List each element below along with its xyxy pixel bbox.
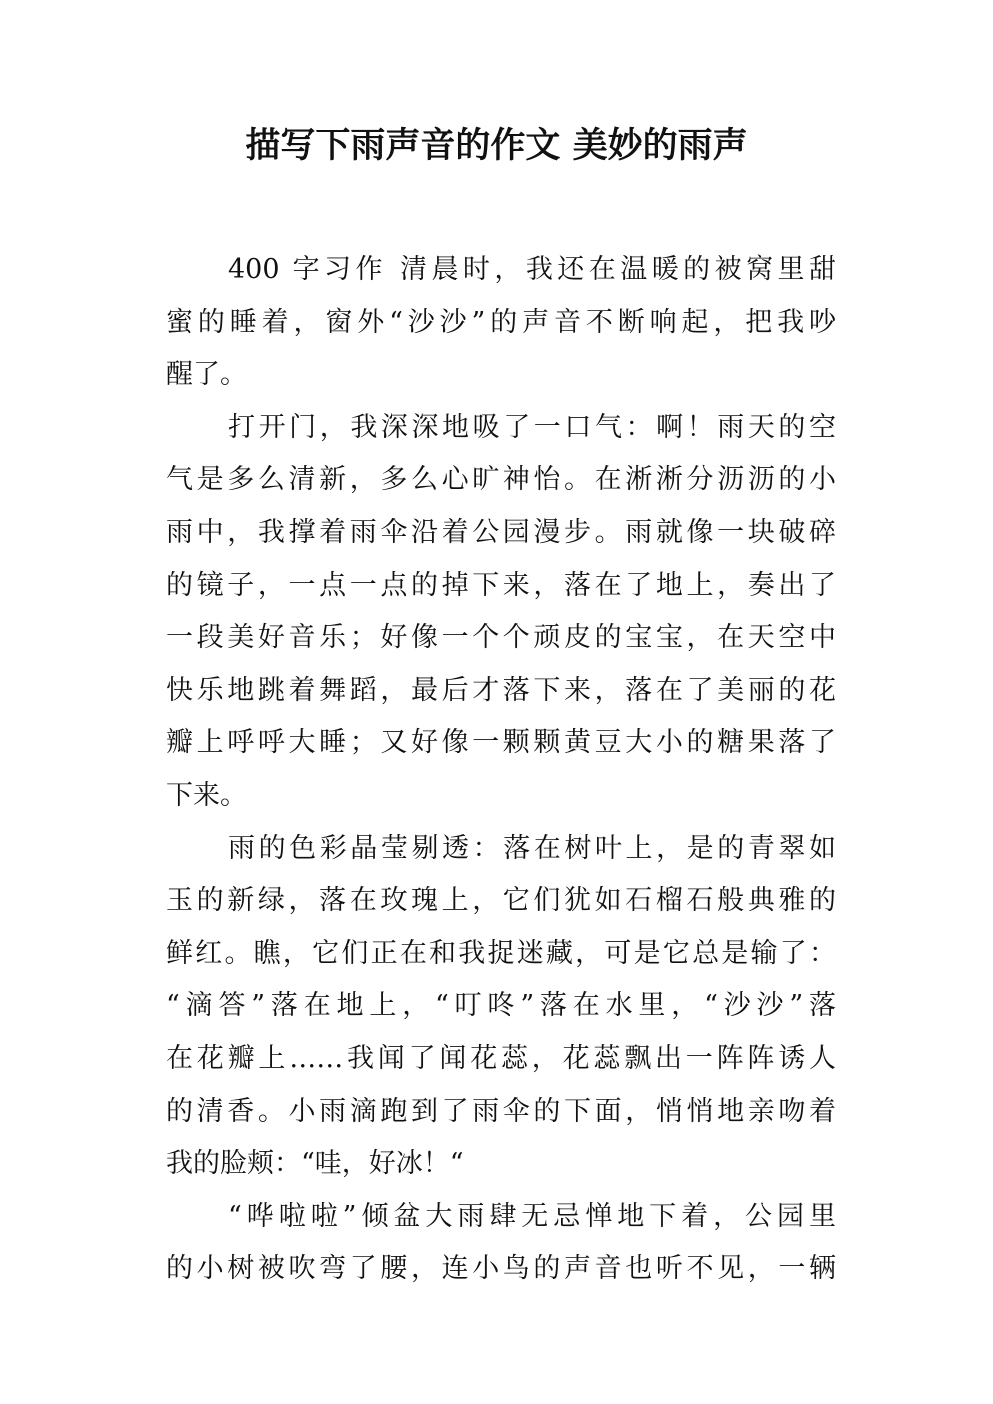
text-line: 雨中，我撑着雨伞沿着公园漫步。雨就像一块破碎 bbox=[166, 516, 836, 548]
text-line: 的小树被吹弯了腰，连小鸟的声音也听不见，一辆 bbox=[166, 1253, 836, 1285]
document-body bbox=[166, 244, 836, 1296]
text-line: 的清香。小雨滴跑到了雨伞的下面，悄悄地亲吻着 bbox=[166, 1095, 836, 1127]
text-line: 一段美好音乐；好像一个个顽皮的宝宝，在天空中 bbox=[166, 622, 836, 654]
text-line: 在花瓣上……我闻了闻花蕊，花蕊飘出一阵阵诱人 bbox=[166, 1042, 836, 1074]
text-line: 400 字习作 清晨时，我还在温暖的被窝里甜 bbox=[228, 254, 836, 285]
text-line: 气是多么清新，多么心旷神怡。在淅淅分沥沥的小 bbox=[166, 464, 836, 496]
text-line: 鲜红。瞧，它们正在和我捉迷藏，可是它总是输了： bbox=[166, 937, 836, 969]
text-line: 的镜子，一点一点的掉下来，落在了地上，奏出了 bbox=[166, 569, 836, 601]
text-line: 打开门，我深深地吸了一口气：啊！雨天的空 bbox=[228, 411, 836, 443]
text-line: 醒了。 bbox=[166, 359, 247, 391]
text-line: 雨的色彩晶莹剔透：落在树叶上，是的青翠如 bbox=[228, 832, 836, 864]
text-line: 下来。 bbox=[166, 779, 247, 811]
text-line: “哗啦啦”倾盆大雨肆无忌惮地下着，公园里 bbox=[228, 1200, 836, 1232]
text-line: “滴答”落在地上，“叮咚”落在水里，“沙沙”落 bbox=[166, 990, 836, 1022]
text-line: 玉的新绿，落在玫瑰上，它们犹如石榴石般典雅的 bbox=[166, 885, 836, 917]
text-line: 我的脸颊：“哇，好冰！“ bbox=[166, 1148, 464, 1180]
text-line: 快乐地跳着舞蹈，最后才落下来，落在了美丽的花 bbox=[166, 674, 836, 706]
text-line: 瓣上呼呼大睡；又好像一颗颗黄豆大小的糖果落了 bbox=[166, 727, 836, 759]
text-line: 蜜的睡着，窗外“沙沙”的声音不断响起，把我吵 bbox=[166, 306, 836, 338]
document-title: 描写下雨声音的作文 美妙的雨声 bbox=[245, 126, 748, 166]
